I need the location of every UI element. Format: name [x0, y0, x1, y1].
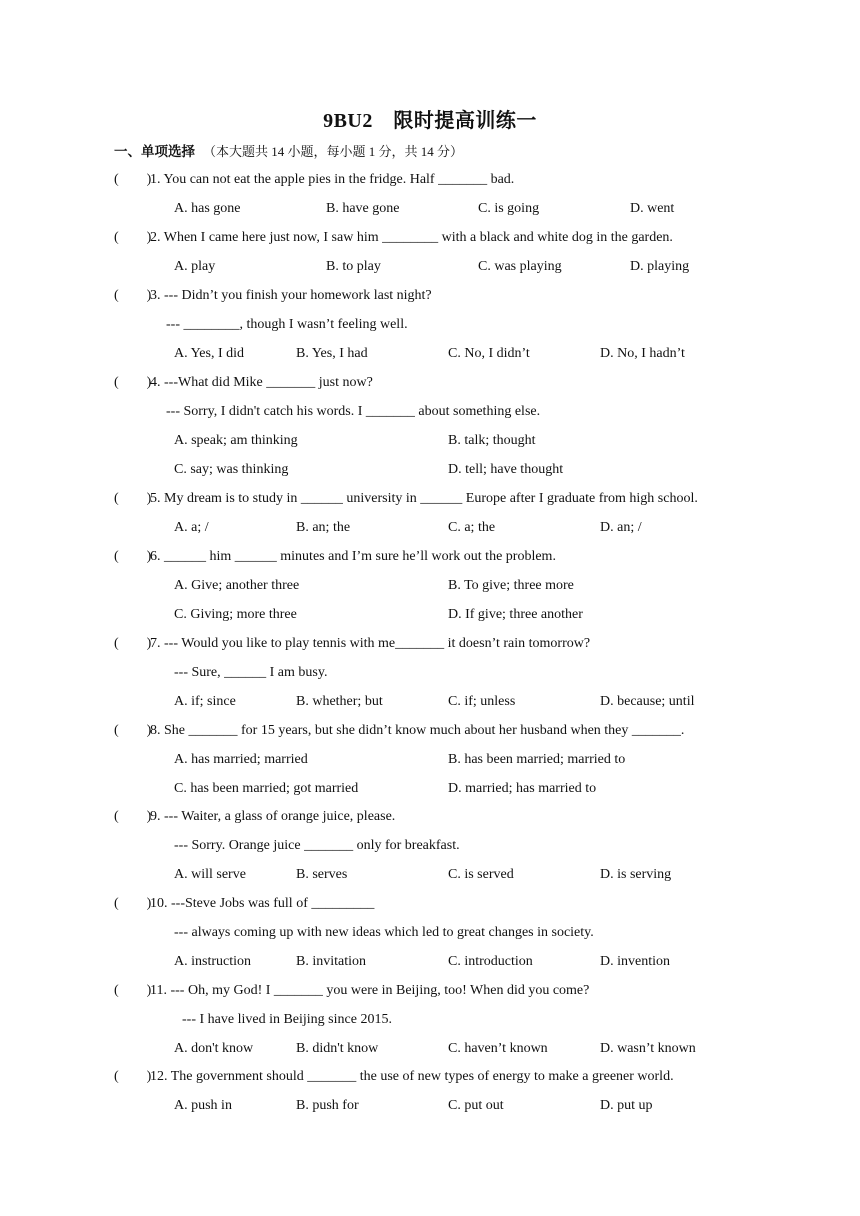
option-a: A. has gone: [174, 201, 241, 216]
question-stem: 11. --- Oh, my God! I _______ you were in Beijing, too! When did you come?: [150, 983, 590, 998]
answer-blank[interactable]: ( ): [114, 983, 152, 998]
option-a: A. will serve: [174, 867, 246, 882]
option-b: B. Yes, I had: [296, 346, 368, 361]
option-b: B. to play: [326, 259, 381, 274]
question-stem: 7. --- Would you like to play tennis with me_______ it doesn’t rain tomorrow?: [150, 636, 591, 651]
option-c: C. if; unless: [448, 694, 516, 709]
question-6: [114, 548, 556, 566]
section-title: 一、单项选择: [114, 144, 195, 160]
question-stem: 6. ______ him ______ minutes and I’m sure he’ll work out the problem.: [150, 549, 556, 564]
question-stem: 12. The government should _______ the use of new types of energy to make a greener world.: [150, 1069, 674, 1084]
option-d: D. No, I hadn’t: [600, 346, 685, 361]
question-1: [114, 171, 514, 189]
option-a: A. Yes, I did: [174, 346, 245, 361]
question-stem: 5. My dream is to study in ______ university in ______ Europe after I graduate from high school.: [150, 491, 698, 506]
answer-blank[interactable]: ( ): [114, 636, 152, 651]
question-11: [114, 982, 589, 1000]
answer-blank[interactable]: ( ): [114, 288, 152, 303]
option-c: C. put out: [448, 1098, 504, 1113]
answer-blank[interactable]: ( ): [114, 491, 152, 506]
dialogue-line: --- Sure, ______ I am busy.: [174, 665, 328, 680]
dialogue-line: --- I have lived in Beijing since 2015.: [182, 1012, 392, 1027]
option-b: B. didn't know: [296, 1041, 379, 1056]
option-b: B. invitation: [296, 954, 366, 969]
dialogue-line: --- Sorry, I didn't catch his words. I _______ about something else.: [166, 404, 541, 419]
question-stem: 1. You can not eat the apple pies in the fridge. Half _______ bad.: [150, 172, 515, 187]
option-d: D. invention: [600, 954, 670, 969]
option-a: A. push in: [174, 1098, 232, 1113]
option-c: C. is served: [448, 867, 514, 882]
answer-blank[interactable]: ( ): [114, 375, 152, 390]
question-12: [114, 1068, 674, 1086]
question-10: [114, 895, 374, 913]
option-c: C. say; was thinking: [174, 462, 289, 477]
option-a: A. has married; married: [174, 752, 308, 767]
section-note: （本大题共 14 小题，每小题 1 分，共 14 分）: [203, 144, 464, 159]
option-c: C. has been married; got married: [174, 781, 359, 796]
option-a: A. Give; another three: [174, 578, 300, 593]
option-d: D. put up: [600, 1098, 653, 1113]
option-d: D. playing: [630, 259, 690, 274]
section-heading: [114, 140, 463, 161]
option-c: C. introduction: [448, 954, 533, 969]
dialogue-line: --- always coming up with new ideas which led to great changes in society.: [174, 925, 594, 940]
option-b: B. an; the: [296, 520, 351, 535]
answer-blank[interactable]: ( ): [114, 809, 152, 824]
option-d: D. an; /: [600, 520, 642, 535]
option-d: D. went: [630, 201, 675, 216]
option-a: A. a; /: [174, 520, 209, 535]
option-c: C. a; the: [448, 520, 496, 535]
answer-blank[interactable]: ( ): [114, 172, 152, 187]
option-a: A. don't know: [174, 1041, 254, 1056]
page-title: 9BU2 限时提高训练一: [323, 110, 537, 132]
question-stem: 2. When I came here just now, I saw him ________ with a black and white dog in the garden.: [150, 230, 673, 245]
question-stem: 4. ---What did Mike _______ just now?: [150, 375, 373, 390]
option-b: B. has been married; married to: [448, 752, 626, 767]
question-7: [114, 635, 590, 653]
option-b: B. serves: [296, 867, 348, 882]
option-d: D. wasn’t known: [600, 1041, 696, 1056]
option-c: C. No, I didn’t: [448, 346, 530, 361]
question-4: [114, 374, 373, 392]
answer-blank[interactable]: ( ): [114, 896, 152, 911]
option-a: A. play: [174, 259, 216, 274]
option-b: B. talk; thought: [448, 433, 536, 448]
answer-blank[interactable]: ( ): [114, 723, 152, 738]
dialogue-line: --- Sorry. Orange juice _______ only for breakfast.: [174, 838, 460, 853]
question-9: [114, 808, 395, 826]
option-b: B. To give; three more: [448, 578, 574, 593]
option-b: B. whether; but: [296, 694, 383, 709]
option-a: A. if; since: [174, 694, 236, 709]
option-d: D. tell; have thought: [448, 462, 564, 477]
answer-blank[interactable]: ( ): [114, 1069, 152, 1084]
answer-blank[interactable]: ( ): [114, 549, 152, 564]
option-b: B. have gone: [326, 201, 400, 216]
option-a: A. instruction: [174, 954, 251, 969]
question-stem: 9. --- Waiter, a glass of orange juice, please.: [150, 809, 396, 824]
option-c: C. is going: [478, 201, 540, 216]
question-8: [114, 722, 684, 740]
option-d: D. married; has married to: [448, 781, 597, 796]
question-2: [114, 229, 673, 247]
question-5: [114, 490, 698, 508]
option-b: B. push for: [296, 1098, 359, 1113]
dialogue-line: --- ________, though I wasn’t feeling well.: [166, 317, 408, 332]
option-d: D. because; until: [600, 694, 695, 709]
option-a: A. speak; am thinking: [174, 433, 298, 448]
option-c: C. was playing: [478, 259, 562, 274]
option-c: C. haven’t known: [448, 1041, 548, 1056]
question-3: [114, 287, 432, 305]
question-stem: 8. She _______ for 15 years, but she didn’t know much about her husband when they _______.: [150, 723, 685, 738]
option-d: D. If give; three another: [448, 607, 583, 622]
option-d: D. is serving: [600, 867, 672, 882]
option-c: C. Giving; more three: [174, 607, 297, 622]
question-stem: 3. --- Didn’t you finish your homework last night?: [150, 288, 432, 303]
answer-blank[interactable]: ( ): [114, 230, 152, 245]
question-stem: 10. ---Steve Jobs was full of _________: [150, 896, 375, 911]
